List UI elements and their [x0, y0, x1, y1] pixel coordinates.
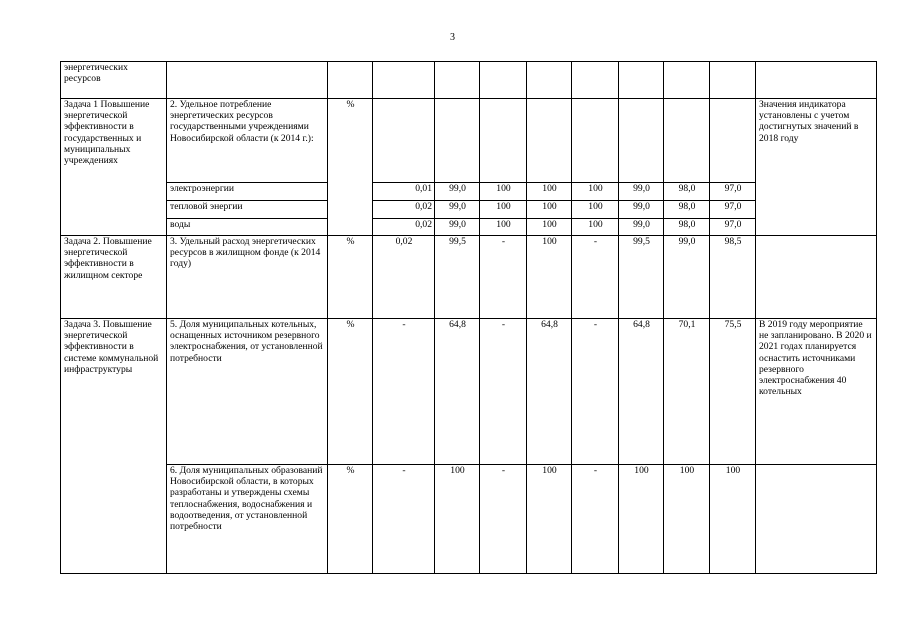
value-cell: 100	[527, 219, 572, 236]
table-row	[61, 62, 877, 99]
table-row	[61, 183, 877, 201]
subrow-label: электроэнергии	[167, 183, 328, 201]
value-cell: 99,5	[435, 236, 480, 319]
table-row	[61, 99, 877, 183]
value-cell: 64,8	[527, 319, 572, 465]
value-cell: -	[572, 465, 619, 574]
value-cell: 0,02	[373, 201, 435, 219]
value-cell: 97,0	[710, 201, 756, 219]
value-cell: 64,8	[435, 319, 480, 465]
value-cell: -	[480, 236, 527, 319]
indicators-table	[60, 61, 877, 574]
value-cell: -	[480, 319, 527, 465]
value-cell: 99,0	[435, 183, 480, 201]
value-cell: -	[572, 236, 619, 319]
task-cell: Задача 1 Повышение энергетической эффективности в государственных и муниципальных учреждениях	[61, 99, 167, 236]
value-cell: 100	[480, 183, 527, 201]
value-cell: 100	[710, 465, 756, 574]
value-cell: 99,0	[619, 219, 664, 236]
value-cell: 98,5	[710, 236, 756, 319]
note-cell	[756, 465, 877, 574]
value-cell: 98,0	[664, 219, 710, 236]
indicator-cell: 3. Удельный расход энергетических ресурсов в жилищном фонде (к 2014 году)	[167, 236, 328, 319]
table-row	[61, 465, 877, 574]
value-cell: -	[572, 319, 619, 465]
value-cell: 99,0	[619, 183, 664, 201]
value-cell: 100	[480, 219, 527, 236]
value-cell: 98,0	[664, 183, 710, 201]
unit-cell: %	[328, 236, 373, 319]
value-cell: 75,5	[710, 319, 756, 465]
task-cell: Задача 3. Повышение энергетической эффективности в системе коммунальной инфраструктуры	[61, 319, 167, 574]
value-cell: 99,0	[435, 201, 480, 219]
page-number: 3	[450, 32, 455, 43]
subrow-label: воды	[167, 219, 328, 236]
task-cell: Задача 2. Повышение энергетической эффективности в жилищном секторе	[61, 236, 167, 319]
value-cell: 0,02	[373, 236, 435, 319]
value-cell: 100	[664, 465, 710, 574]
indicator-cell: 6. Доля муниципальных образований Новосибирской области, в которых разработаны и утверждены схемы теплоснабжения, водоснабжения и водоотведения, от установленной потребности	[167, 465, 328, 574]
value-cell: 100	[527, 236, 572, 319]
value-cell: 99,5	[619, 236, 664, 319]
unit-cell: %	[328, 319, 373, 465]
value-cell: 100	[435, 465, 480, 574]
table-row	[61, 201, 877, 219]
unit-cell: %	[328, 99, 373, 236]
value-cell: 97,0	[710, 183, 756, 201]
value-cell: -	[480, 465, 527, 574]
note-cell: Значения индикатора установлены с учетом достигнутых значений в 2018 году	[756, 99, 877, 236]
value-cell: 100	[527, 201, 572, 219]
value-cell: 99,0	[619, 201, 664, 219]
value-cell: 100	[572, 201, 619, 219]
value-cell: 64,8	[619, 319, 664, 465]
value-cell: 100	[480, 201, 527, 219]
value-cell: 100	[572, 183, 619, 201]
value-cell: 99,0	[664, 236, 710, 319]
note-cell: В 2019 году мероприятие не запланировано. В 2020 и 2021 годах планируется оснастить источниками резервного электроснабжения 40 котельных	[756, 319, 877, 465]
subrow-label: тепловой энергии	[167, 201, 328, 219]
table-row	[61, 319, 877, 465]
value-cell: 100	[527, 465, 572, 574]
indicator-cell: 5. Доля муниципальных котельных, оснащенных источником резервного электроснабжения, от установленной потребности	[167, 319, 328, 465]
value-cell: 100	[527, 183, 572, 201]
value-cell: 0,01	[373, 183, 435, 201]
value-cell: -	[373, 319, 435, 465]
table-row	[61, 219, 877, 236]
value-cell: 70,1	[664, 319, 710, 465]
value-cell: -	[373, 465, 435, 574]
value-cell: 100	[572, 219, 619, 236]
unit-cell: %	[328, 465, 373, 574]
note-cell	[756, 236, 877, 319]
indicator-cell: 2. Удельное потребление энергетических ресурсов государственными учреждениями Новосибирской области (к 2014 г.):	[167, 99, 328, 183]
table-row	[61, 236, 877, 319]
value-cell: 0,02	[373, 219, 435, 236]
value-cell: 100	[619, 465, 664, 574]
value-cell: 99,0	[435, 219, 480, 236]
value-cell: 97,0	[710, 219, 756, 236]
task-cell: энергетических ресурсов	[61, 62, 167, 99]
value-cell: 98,0	[664, 201, 710, 219]
